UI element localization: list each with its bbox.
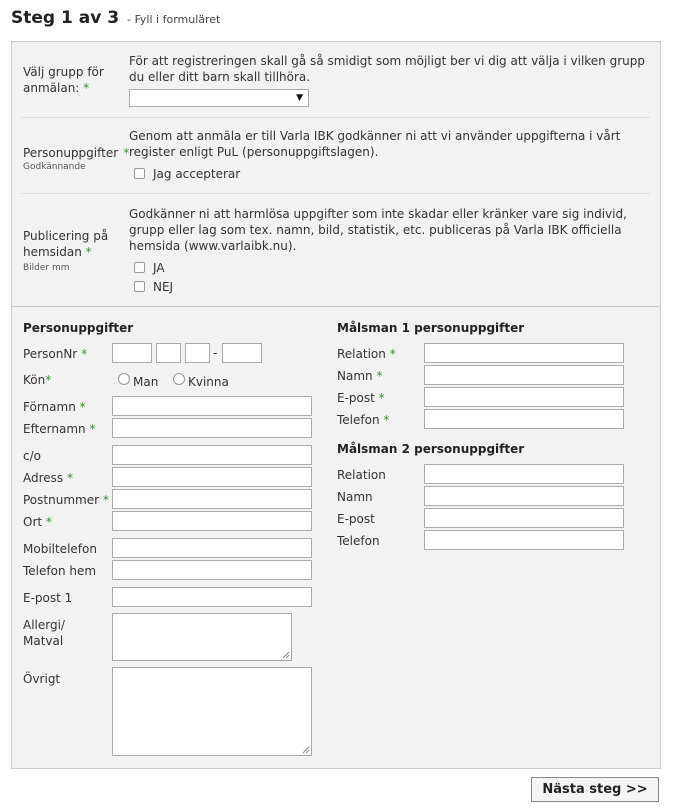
publish-yes-label: JA — [153, 261, 165, 275]
next-step-button[interactable]: Nästa steg >> — [531, 777, 659, 802]
telhem-input[interactable] — [112, 560, 312, 580]
resize-grip-icon[interactable] — [282, 651, 290, 659]
guardian2-namn-label: Namn — [337, 490, 373, 504]
publish-description: Godkänner ni att harmlösa uppgifter som inte skadar eller kränker vare sig individ, grupp eller lag som tex. namn, bild, statistik, etc. publiceras på Varla IBK officiella hemsida (www.varlaibk.nu). — [129, 207, 627, 253]
ovrigt-textarea[interactable] — [112, 667, 312, 756]
guardian1-epost-input[interactable] — [424, 387, 624, 407]
gender-man-radio[interactable] — [118, 373, 130, 385]
personnr-month-input[interactable] — [156, 343, 181, 363]
guardian2-relation-input[interactable] — [424, 464, 624, 484]
accept-checkbox-label: Jag accepterar — [153, 167, 241, 181]
publish-no-checkbox[interactable] — [134, 281, 145, 292]
adress-input[interactable] — [112, 467, 312, 487]
mobil-label: Mobiltelefon — [23, 542, 97, 556]
personnr-last-input[interactable] — [222, 343, 262, 363]
efternamn-label: Efternamn * — [23, 422, 96, 436]
guardian2-epost-label: E-post — [337, 512, 375, 526]
consent-description: Genom att anmäla er till Varla IBK godkänner ni att vi använder uppgifterna i vårt register enligt PuL (personuppgiftslagen). — [129, 129, 621, 159]
guardian1-namn-label: Namn * — [337, 369, 383, 383]
ovrigt-label: Övrigt — [23, 672, 61, 686]
consent-label: Personuppgifter * Godkännande — [23, 146, 130, 172]
gender-label: Kön* — [23, 373, 52, 387]
fornamn-label: Förnamn * — [23, 400, 86, 414]
guardian1-epost-label: E-post * — [337, 391, 385, 405]
guardian2-epost-input[interactable] — [424, 508, 624, 528]
guardian1-relation-label: Relation * — [337, 347, 396, 361]
guardian2-telefon-label: Telefon — [337, 534, 380, 548]
adress-label: Adress * — [23, 471, 73, 485]
fornamn-input[interactable] — [112, 396, 312, 416]
gender-man-label: Man — [133, 375, 159, 389]
personnr-dash: - — [213, 346, 218, 360]
mobil-input[interactable] — [112, 538, 312, 558]
publish-label: Publicering på hemsidan * Bilder mm — [23, 228, 123, 276]
personnr-label: PersonNr * — [23, 347, 88, 361]
personnr-year-input[interactable] — [112, 343, 152, 363]
publish-yes-checkbox[interactable] — [134, 262, 145, 273]
guardian1-telefon-input[interactable] — [424, 409, 624, 429]
telhem-label: Telefon hem — [23, 564, 97, 578]
consent-sublabel: Godkännande — [23, 162, 86, 172]
epost-label: E-post 1 — [23, 591, 73, 605]
personnr-day-input[interactable] — [185, 343, 210, 363]
page-title: Steg 1 av 3 — [11, 8, 120, 28]
co-label: c/o — [23, 449, 41, 463]
allergi-textarea[interactable] — [112, 613, 292, 661]
guardian1-section-title: Målsman 1 personuppgifter — [337, 321, 525, 335]
resize-grip-icon[interactable] — [302, 746, 310, 754]
divider — [21, 117, 650, 118]
gender-kvinna-radio[interactable] — [173, 373, 185, 385]
chevron-down-icon: ▼ — [296, 93, 303, 103]
gender-kvinna-label: Kvinna — [188, 375, 229, 389]
postnummer-input[interactable] — [112, 489, 312, 509]
person-section-title: Personuppgifter — [23, 321, 134, 335]
group-label: Välj grupp för anmälan: * — [23, 65, 104, 95]
accept-checkbox[interactable] — [134, 168, 145, 179]
publish-no-label: NEJ — [153, 280, 174, 294]
epost-input[interactable] — [112, 587, 312, 607]
guardian1-namn-input[interactable] — [424, 365, 624, 385]
guardian2-relation-label: Relation — [337, 468, 386, 482]
guardian1-relation-input[interactable] — [424, 343, 624, 363]
divider — [12, 306, 659, 307]
group-description: För att registreringen skall gå så smidigt som möjligt ber vi dig att välja i vilken grupp du eller ditt barn skall tillhöra. — [129, 54, 645, 84]
divider — [21, 193, 650, 194]
co-input[interactable] — [112, 445, 312, 465]
page-subtitle: - Fyll i formuläret — [127, 13, 221, 26]
ort-label: Ort * — [23, 515, 52, 529]
page-header — [11, 8, 220, 28]
group-select[interactable] — [129, 89, 309, 107]
guardian2-telefon-input[interactable] — [424, 530, 624, 550]
efternamn-input[interactable] — [112, 418, 312, 438]
publish-sublabel: Bilder mm — [23, 263, 70, 273]
guardian1-telefon-label: Telefon * — [337, 413, 390, 427]
guardian2-section-title: Målsman 2 personuppgifter — [337, 442, 525, 456]
ort-input[interactable] — [112, 511, 312, 531]
allergi-label: Allergi/ Matval — [23, 618, 65, 648]
postnummer-label: Postnummer * — [23, 493, 109, 507]
guardian2-namn-input[interactable] — [424, 486, 624, 506]
